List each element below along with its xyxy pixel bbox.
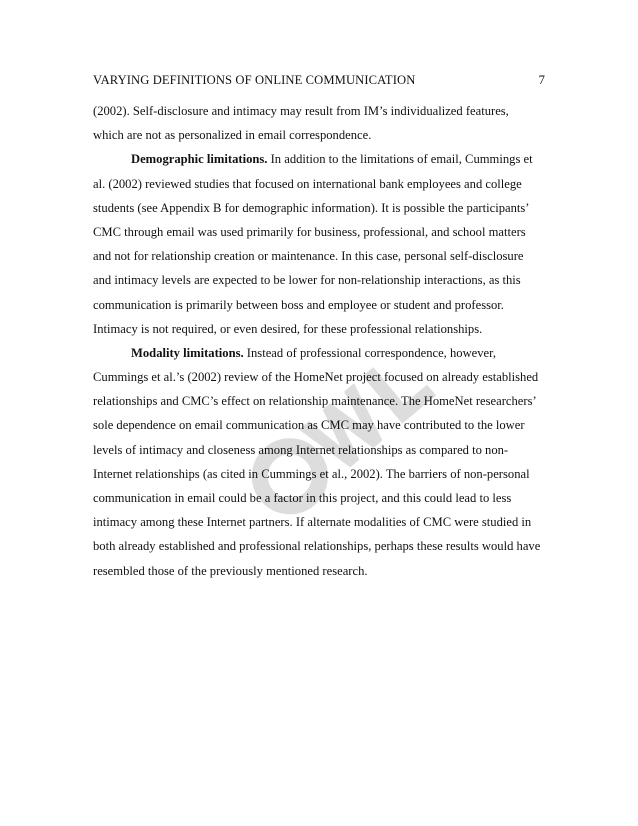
text-run: In addition to the limitations of email, Cummings et bbox=[267, 152, 533, 167]
text-line: levels of intimacy and closeness among Internet relationships as compared to non- bbox=[93, 442, 509, 457]
text-line: Intimacy is not required, or even desired, for these professional relationships. bbox=[93, 321, 483, 336]
running-header bbox=[93, 73, 545, 91]
text-line: students (see Appendix B for demographic information). It is possible the participants’ bbox=[93, 200, 530, 215]
text-line: and not for relationship creation or maintenance. In this case, personal self-disclosure bbox=[93, 249, 524, 264]
text-line: CMC through email was used primarily for business, professional, and school matters bbox=[93, 224, 526, 239]
text-line: which are not as personalized in email correspondence. bbox=[93, 128, 372, 143]
text-line: both already established and professional relationships, perhaps these results would have bbox=[93, 539, 541, 554]
running-head-title: VARYING DEFINITIONS OF ONLINE COMMUNICATION bbox=[93, 73, 416, 87]
text-line: al. (2002) reviewed studies that focused on international bank employees and college bbox=[93, 176, 522, 191]
section-heading-demographic: Demographic limitations. bbox=[131, 152, 268, 167]
text-line: Cummings et al.’s (2002) review of the HomeNet project focused on already established bbox=[93, 370, 539, 385]
page-number: 7 bbox=[538, 73, 545, 87]
text-line bbox=[93, 147, 545, 171]
section-heading-modality: Modality limitations. bbox=[131, 345, 244, 360]
text-line bbox=[93, 341, 545, 365]
text-line: communication in email could be a factor in this project, and this could lead to less bbox=[93, 491, 512, 505]
text-line: Internet relationships (as cited in Cummings et al., 2002). The barriers of non-personal bbox=[93, 466, 530, 481]
text-line: communication is primarily between boss and employee or student and professor. bbox=[93, 297, 504, 312]
body-text bbox=[93, 99, 545, 583]
text-line: intimacy among these Internet partners. If alternate modalities of CMC were studied in bbox=[93, 515, 532, 530]
text-line: resembled those of the previously mentioned research. bbox=[93, 563, 368, 578]
text-run: Instead of professional correspondence, however, bbox=[243, 345, 496, 360]
text-line: and intimacy levels are expected to be lower for non-relationship interactions, as this bbox=[93, 273, 521, 288]
text-line: (2002). Self-disclosure and intimacy may result from IM’s individualized features, bbox=[93, 104, 509, 118]
text-line: sole dependence on email communication as CMC may have contributed to the lower bbox=[93, 418, 525, 433]
text-line: relationships and CMC’s effect on relationship maintenance. The HomeNet researchers’ bbox=[93, 394, 537, 409]
